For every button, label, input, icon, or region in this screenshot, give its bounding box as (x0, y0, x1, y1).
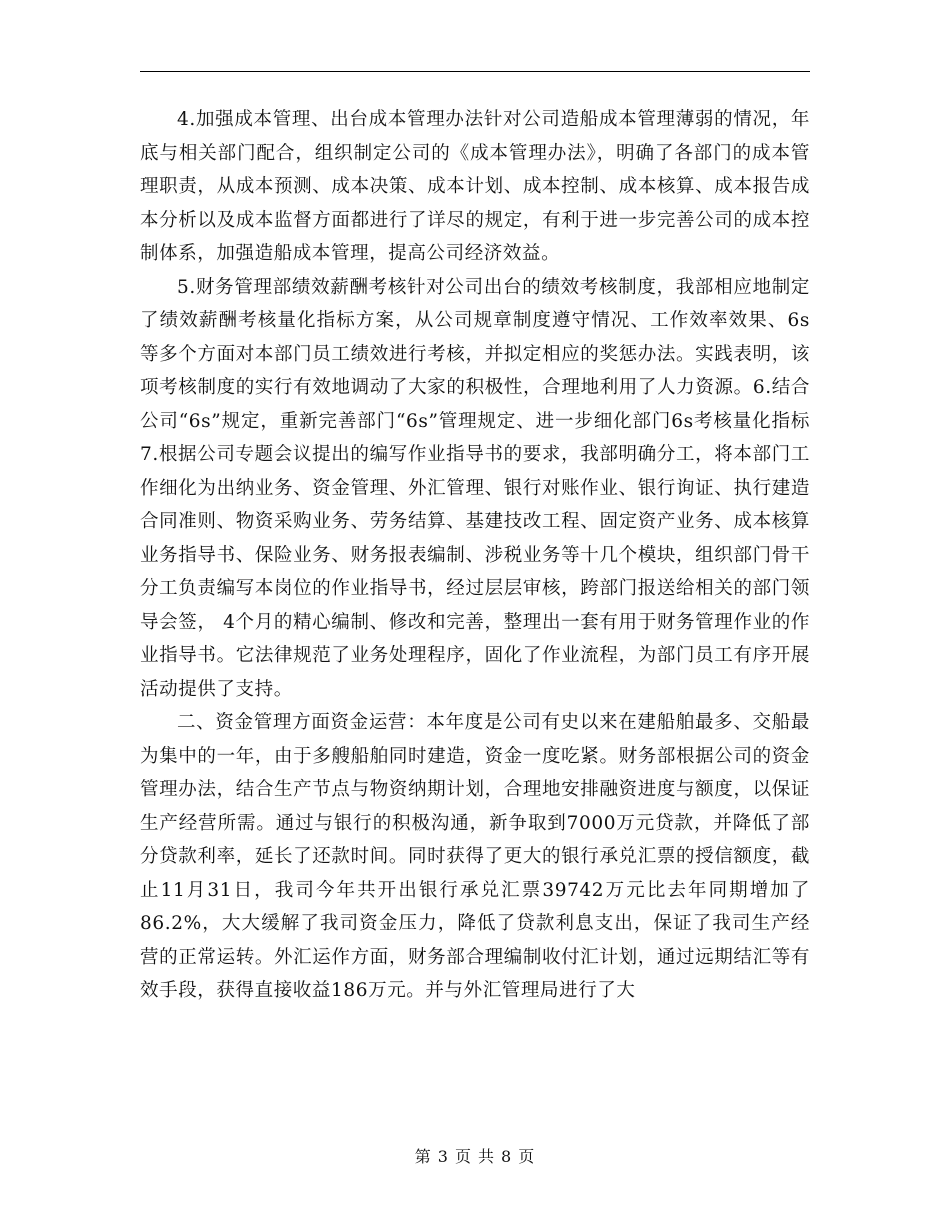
page-number: 3 (437, 1147, 449, 1166)
footer-prefix: 第 (414, 1147, 432, 1166)
document-body (140, 103, 810, 1008)
paragraph-performance-review: 5.财务管理部绩效薪酬考核针对公司出台的绩效考核制度，我部相应地制定了绩效薪酬考核量化指标方案，从公司规章制度遵守情况、工作效率效果、6s等多个方面对本部门员工绩效进行考核，并拟定相应的奖惩办法。实践表明，该项考核制度的实行有效地调动了大家的积极性，合理地利用了人力资源。6.结合公司“6s”规定，重新完善部门“6s”管理规定、进一步细化部门6s考核量化指标7.根据公司专题会议提出的编写作业指导书的要求，我部明确分工，将本部门工作细化为出纳业务、资金管理、外汇管理、银行对账作业、银行询证、执行建造合同准则、物资采购业务、劳务结算、基建技改工程、固定资产业务、成本核算业务指导书、保险业务、财务报表编制、涉税业务等十几个模块，组织部门骨干分工负责编写本岗位的作业指导书，经过层层审核，跨部门报送给相关的部门领导会签， 4个月的精心编制、修改和完善，整理出一套有用于财务管理作业的作业指导书。它法律规范了业务处理程序，固化了作业流程，为部门员工有序开展活动提供了支持。 (140, 276, 810, 700)
paragraph-cost-management: 4.加强成本管理、出台成本管理办法针对公司造船成本管理薄弱的情况，年底与相关部门配合，组织制定公司的《成本管理办法》，明确了各部门的成本管理职责，从成本预测、成本决策、成本计划、成本控制、成本核算、成本报告成本分析以及成本监督方面都进行了详尽的规定，有利于进一步完善公司的成本控制体系，加强造船成本管理，提高公司经济效益。 (140, 109, 810, 264)
page-footer (0, 1146, 950, 1168)
total-pages: 8 (501, 1147, 513, 1166)
header-rule (140, 71, 810, 72)
total-prefix: 共 (478, 1147, 496, 1166)
total-unit: 页 (518, 1147, 536, 1166)
paragraph-fund-management: 二、资金管理方面资金运营：本年度是公司有史以来在建船舶最多、交船最为集中的一年，由于多艘船舶同时建造，资金一度吃紧。财务部根据公司的资金管理办法，结合生产节点与物资纳期计划，合理地安排融资进度与额度，以保证生产经营所需。通过与银行的积极沟通，新争取到7000万元贷款，并降低了部分贷款利率，延长了还款时间。同时获得了更大的银行承兑汇票的授信额度，截止11月31日，我司今年共开出银行承兑汇票39742万元比去年同期增加了86.2%，大大缓解了我司资金压力，降低了贷款利息支出，保证了我司生产经营的正常运转。外汇运作方面，财务部合理编制收付汇计划，通过远期结汇等有效手段，获得直接收益186万元。并与外汇管理局进行了大 (140, 712, 810, 1001)
page-unit: 页 (454, 1147, 472, 1166)
